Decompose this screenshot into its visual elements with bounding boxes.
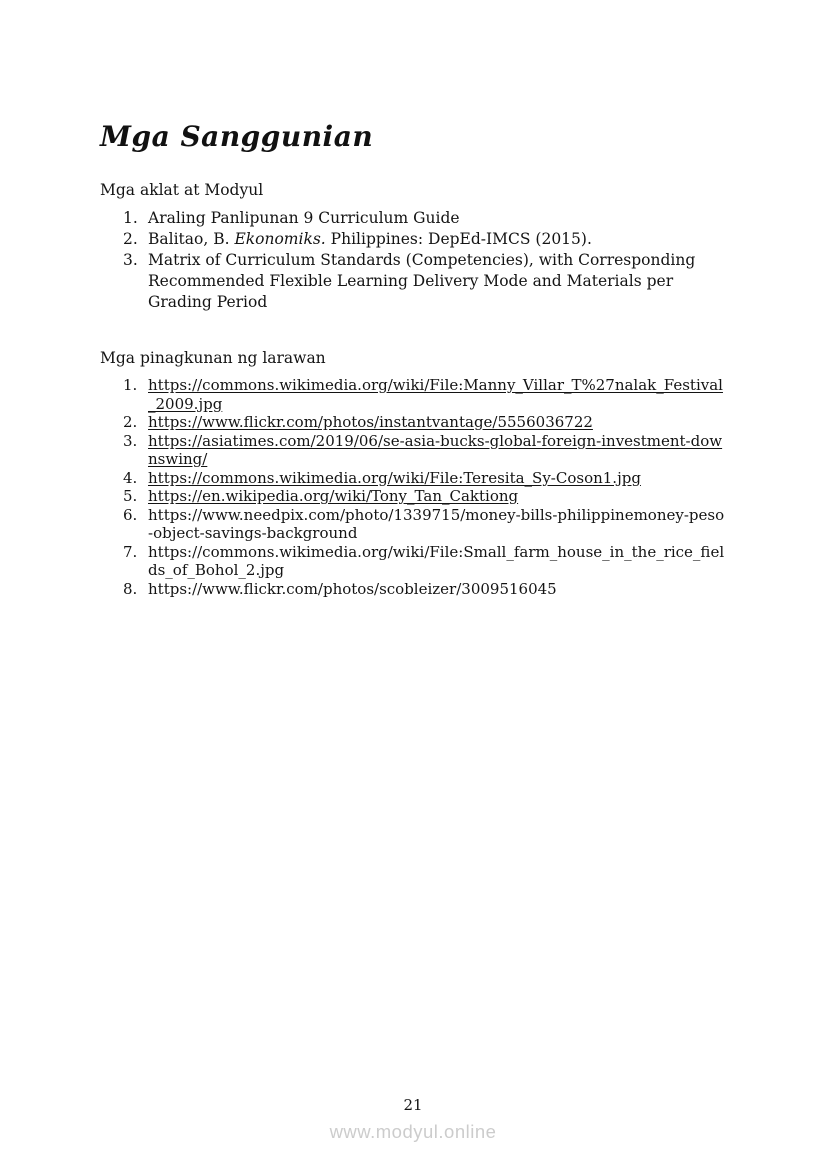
image-sources-list — [100, 376, 726, 598]
list-item — [123, 432, 726, 469]
list-item-number: 5. — [123, 487, 138, 505]
list-item — [123, 208, 726, 229]
section-image-sources — [100, 348, 726, 598]
list-item — [123, 469, 726, 488]
citation-author: Balitao, B. — [148, 230, 235, 248]
list-item — [123, 250, 726, 313]
images-section-heading: Mga pinagkunan ng larawan — [100, 349, 326, 367]
list-item-number: 2. — [123, 413, 138, 431]
source-link[interactable]: https://en.wikipedia.org/wiki/Tony_Tan_Caktiong — [148, 487, 519, 505]
page-number: 21 — [403, 1096, 423, 1114]
list-item-number: 7. — [123, 542, 138, 561]
source-link[interactable]: https://www.flickr.com/photos/instantvantage/5556036722 — [148, 413, 593, 431]
list-item — [123, 506, 726, 543]
page-title: Mga Sanggunian — [100, 120, 374, 153]
watermark-text: www.modyul.online — [329, 1121, 497, 1142]
section-books — [100, 180, 726, 313]
list-item-text: Araling Panlipunan 9 Curriculum Guide — [148, 209, 460, 227]
list-item — [123, 580, 726, 599]
books-section-heading: Mga aklat at Modyul — [100, 181, 264, 199]
books-list — [100, 208, 726, 313]
source-link[interactable]: https://commons.wikimedia.org/wiki/File:Teresita_Sy-Coson1.jpg — [148, 468, 641, 487]
list-item-number: 3. — [123, 431, 138, 450]
list-item-number: 8. — [123, 579, 138, 598]
source-url-text: https://www.flickr.com/photos/scobleizer/3009516045 — [148, 579, 557, 598]
source-link[interactable]: https://asiatimes.com/2019/06/se-asia-bucks-global-foreign-investment-downswing/ — [148, 431, 723, 468]
list-item-number: 3. — [123, 251, 138, 269]
list-item-text — [148, 229, 726, 250]
citation-publisher: Philippines: DepEd-IMCS (2015). — [325, 230, 592, 248]
list-item — [123, 487, 726, 506]
source-link[interactable]: https://commons.wikimedia.org/wiki/File:Manny_Villar_T%27nalak_Festival_2009.jpg — [148, 376, 723, 413]
list-item — [123, 376, 726, 413]
list-item-text: Matrix of Curriculum Standards (Competencies), with Corresponding Recommended Flexible Learning Delivery Mode and Materials per Grading Period — [148, 251, 696, 311]
list-item-number: 2. — [123, 230, 138, 248]
list-item — [123, 413, 726, 432]
list-item-number: 6. — [123, 505, 138, 524]
list-item — [123, 543, 726, 580]
list-item-number: 1. — [123, 376, 138, 394]
page-content — [100, 120, 726, 598]
list-item — [123, 229, 726, 250]
list-item-number: 1. — [123, 209, 138, 227]
source-url-text: https://www.needpix.com/photo/1339715/money-bills-philippinemoney-peso-object-savings-background — [148, 505, 725, 542]
list-item-number: 4. — [123, 468, 138, 487]
citation-title: Ekonomiks. — [234, 230, 326, 248]
source-url-text: https://commons.wikimedia.org/wiki/File:Small_farm_house_in_the_rice_fields_of_Bohol_2.jpg — [148, 542, 725, 579]
